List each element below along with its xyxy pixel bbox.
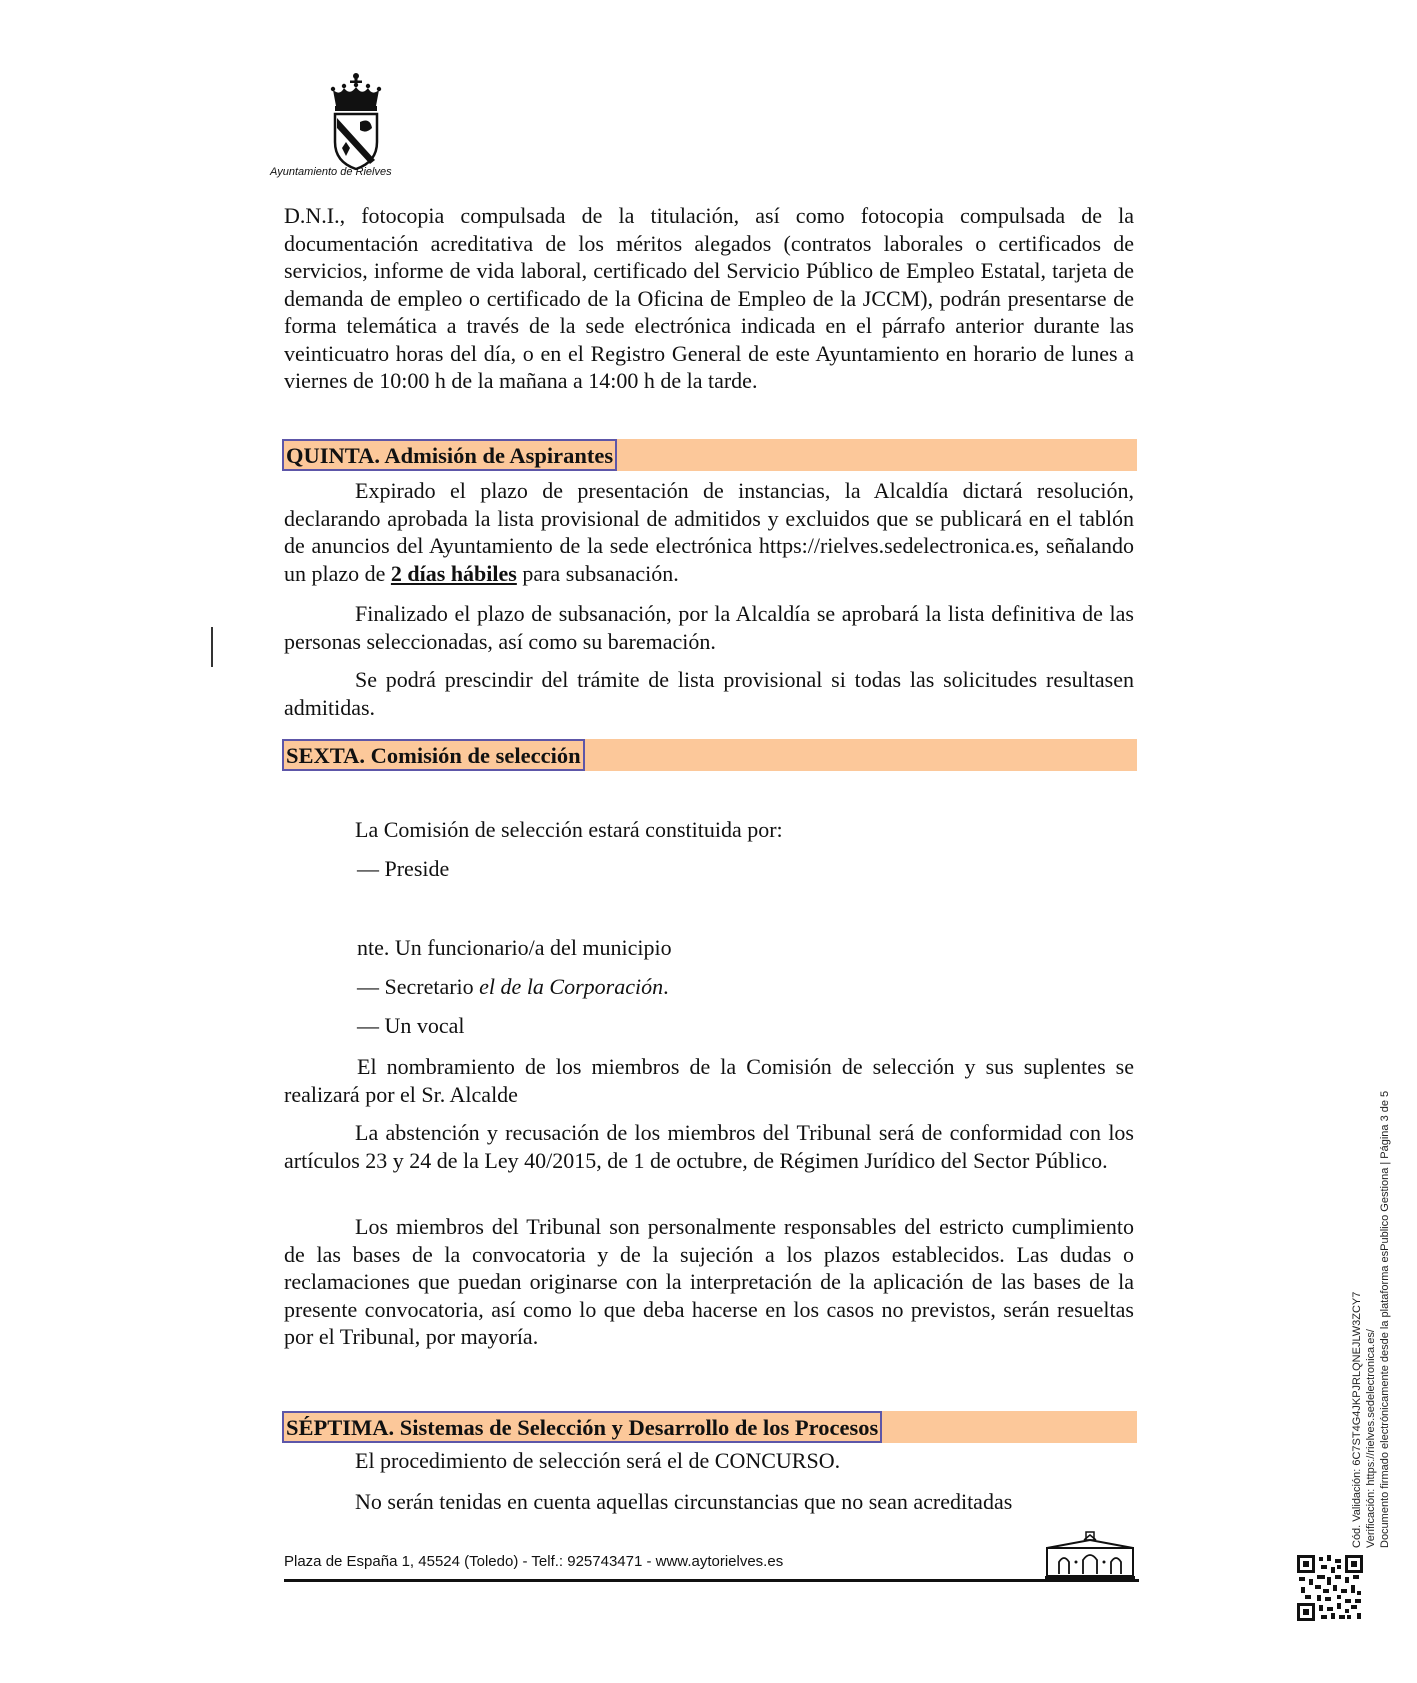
section-heading-label: SÉPTIMA. Sistemas de Selección y Desarrollo de los Procesos (282, 1411, 882, 1443)
septima-paragraph-1: El procedimiento de selección será el de CONCURSO. (355, 1448, 841, 1473)
commission-intro: La Comisión de selección estará constituida por: (355, 817, 783, 842)
quinta-paragraph-1: Expirado el plazo de presentación de instancias, la Alcaldía dictará resolución, declarando aprobada la lista provisional de admitidos y excluidos que se publicará en el tablón de anuncios del Ayuntamiento de la sede electrónica https://rielves.sedelectronica.es, señalando un plazo de 2 días hábiles para subsanación. (284, 478, 1134, 586)
septima-paragraph-2: No serán tenidas en cuenta aquellas circunstancias que no sean acreditadas (355, 1489, 1013, 1514)
sexta-paragraph-abstencion: La abstención y recusación de los miembros del Tribunal será de conformidad con los artículos 23 y 24 de la Ley 40/2015, de 1 de octubre, de Régimen Jurídico del Sector Público. (284, 1120, 1134, 1173)
commission-item-secretary: — Secretario el de la Corporación. (357, 974, 669, 999)
verification-url: Verificación: https://rielves.sedelectronica.es/ (1365, 1329, 1377, 1548)
section-heading-sexta (282, 739, 1137, 771)
intro-paragraph: D.N.I., fotocopia compulsada de la titulación, así como fotocopia compulsada de la documentación acreditativa de los méritos alegados (contratos laborales o certificados de servicios, informe de vida laboral, certificado del Servicio Público de Empleo Estatal, tarjeta de demanda de empleo o certificado de la Oficina de Empleo de la JCCM), podrán presentarse de forma telemática a través de la sede electrónica indicada en el párrafo anterior durante las veinticuatro horas del día, o en el Registro General de este Ayuntamiento en horario de lunes a viernes de 10:00 h de la mañana a 14:00 h de la tarde. (284, 203, 1134, 393)
quinta-paragraph-3: Se podrá prescindir del trámite de lista provisional si todas las solicitudes resultasen admitidas. (284, 667, 1134, 720)
commission-item-vocal: — Un vocal (357, 1013, 465, 1038)
validation-code: Cód. Validación: 6C7ST4G4JKPJRLQNEJLW3ZCY7 (1351, 1291, 1363, 1548)
qr-code-icon (1297, 1555, 1363, 1621)
section-heading-quinta (282, 439, 1137, 471)
municipality-caption: Ayuntamiento de Rielves (270, 166, 392, 178)
signature-note: Documento firmado electrónicamente desde la plataforma esPublico Gestiona | Página 3 de 5 (1379, 1090, 1391, 1548)
footer-rule (284, 1579, 1139, 1582)
section-heading-septima (282, 1411, 1137, 1443)
coat-of-arms-icon (330, 72, 382, 170)
quinta-paragraph-2: Finalizado el plazo de subsanación, por la Alcaldía se aprobará la lista definitiva de las personas seleccionadas, así como su baremación. (284, 601, 1134, 654)
text-cursor (211, 627, 213, 667)
footer-address: Plaza de España 1, 45524 (Toledo) - Telf.: 925743471 - www.aytorielves.es (284, 1553, 784, 1570)
sexta-paragraph-nombramiento: El nombramiento de los miembros de la Comisión de selección y sus suplentes se realizará por el Sr. Alcalde (284, 1054, 1134, 1107)
verification-side-text (1350, 1091, 1392, 1548)
sexta-paragraph-miembros: Los miembros del Tribunal son personalmente responsables del estricto cumplimiento de las bases de la convocatoria y de la sujeción a los plazos establecidos. Las dudas o reclamaciones que puedan originarse con la interpretación de la aplicación de las bases de la presente convocatoria, así como lo que deba hacerse en los casos no previstos, serán resueltas por el Tribunal, por mayoría. (284, 1214, 1134, 1349)
section-heading-label: SEXTA. Comisión de selección (282, 739, 585, 771)
town-hall-icon (1045, 1530, 1135, 1580)
commission-item-president-a: — Preside (357, 856, 450, 881)
commission-item-president-b: nte. Un funcionario/a del municipio (357, 935, 672, 960)
section-heading-label: QUINTA. Admisión de Aspirantes (282, 439, 617, 471)
deadline-emphasis: 2 días hábiles (390, 560, 517, 586)
